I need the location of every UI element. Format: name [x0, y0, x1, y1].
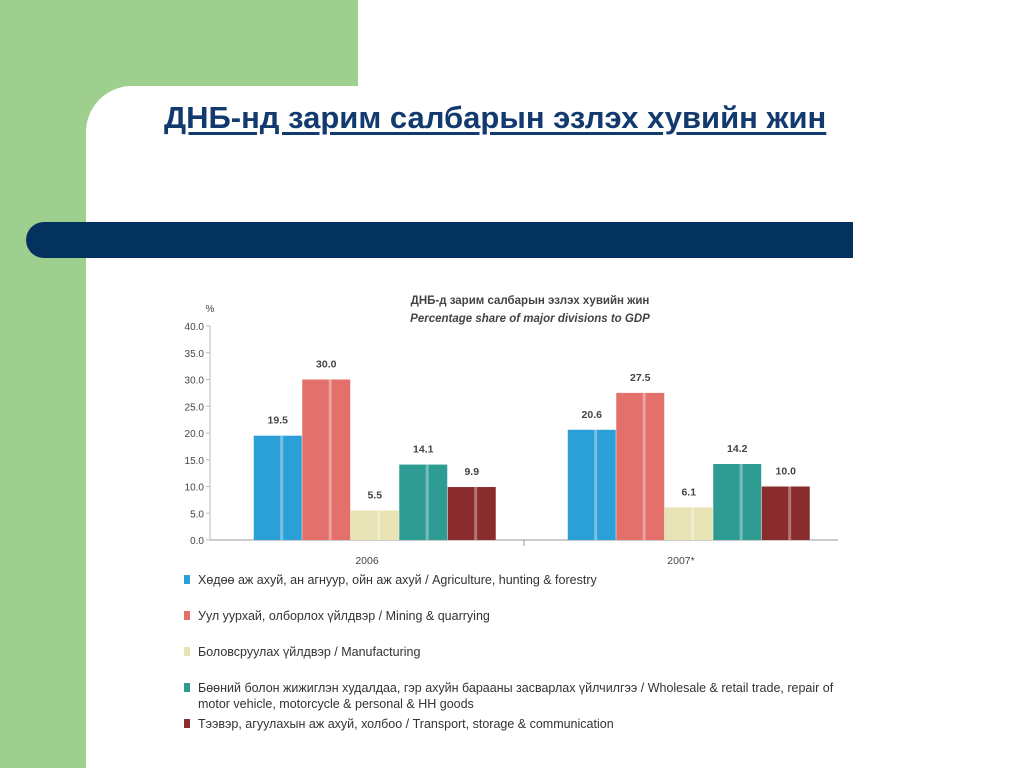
y-tick-label: 0.0	[190, 536, 204, 547]
y-tick-label: 40.0	[184, 322, 204, 333]
legend-item	[184, 680, 858, 712]
legend-item	[184, 572, 858, 588]
legend-label: Уул уурхай, олборлох үйлдвэр / Mining & quarrying	[198, 609, 490, 623]
data-label: 14.1	[413, 443, 434, 456]
y-tick-label: 15.0	[184, 455, 204, 467]
y-tick-label: 35.0	[184, 348, 204, 360]
data-label: 9.9	[464, 466, 480, 479]
bar-highlight	[474, 487, 477, 540]
bar-highlight	[691, 507, 694, 540]
y-tick-label: 5.0	[190, 509, 204, 521]
y-tick-label: 20.0	[184, 429, 204, 440]
legend-swatch	[184, 611, 190, 620]
legend-label: Тээвэр, агуулахын аж ахуй, холбоо / Transport, storage & communication	[198, 717, 614, 731]
x-tick-label: 2006	[355, 555, 379, 567]
legend-label: Бөөний болон жижиглэн худалдаа, гэр ахуйн барааны засварлах үйлчилгээ / Wholesale & retail trade, repair of motor vehicle, motorcycle & personal & HH goods	[198, 681, 834, 711]
bar-highlight	[740, 464, 743, 540]
data-label: 6.1	[681, 486, 697, 499]
bar-highlight	[643, 393, 646, 540]
data-label: 5.5	[367, 489, 383, 502]
bar	[665, 507, 713, 540]
legend-item	[184, 716, 858, 732]
legend-swatch	[184, 647, 190, 656]
data-label: 30.0	[316, 358, 337, 371]
data-label: 19.5	[267, 414, 288, 427]
bar	[302, 380, 350, 541]
chart-subtitle: Percentage share of major divisions to GDP	[410, 313, 650, 325]
title-banner	[26, 222, 853, 258]
legend-swatch	[184, 719, 190, 728]
bar	[448, 487, 496, 540]
bar-highlight	[377, 511, 380, 540]
data-label: 20.6	[581, 408, 602, 421]
chart-title: ДНБ-д зарим салбарын эзлэх хувийн жин	[410, 295, 650, 307]
y-tick-label: 25.0	[184, 402, 204, 414]
data-label: 10.0	[775, 465, 796, 478]
legend-swatch	[184, 683, 190, 692]
chart-image	[160, 288, 860, 748]
bar	[351, 511, 399, 540]
legend-label: Боловсруулах үйлдвэр / Manufacturing	[198, 645, 421, 659]
legend-label: Хөдөө аж ахуй, ан агнуур, ойн аж ахуй / Agriculture, hunting & forestry	[198, 573, 597, 587]
legend-item	[184, 608, 858, 624]
bar	[762, 487, 810, 541]
legend-item	[184, 644, 858, 660]
bar	[616, 393, 664, 540]
bar-highlight	[426, 465, 429, 540]
bar	[254, 436, 302, 540]
bar-highlight	[594, 430, 597, 540]
bar	[713, 464, 761, 540]
bar-chart	[160, 288, 860, 568]
bar-highlight	[788, 487, 791, 541]
x-tick-label: 2007*	[667, 555, 695, 567]
y-axis-unit: %	[205, 304, 215, 315]
slide-title: ДНБ-нд зарим салбарын эзлэх хувийн жин	[164, 100, 827, 135]
legend-swatch	[184, 575, 190, 584]
bar-highlight	[280, 436, 283, 540]
y-tick-label: 30.0	[184, 375, 204, 387]
data-label: 14.2	[727, 443, 748, 456]
data-label: 27.5	[630, 371, 651, 384]
y-tick-label: 10.0	[184, 482, 204, 494]
bar	[399, 465, 447, 540]
bar-highlight	[329, 380, 332, 541]
bar	[568, 430, 616, 540]
